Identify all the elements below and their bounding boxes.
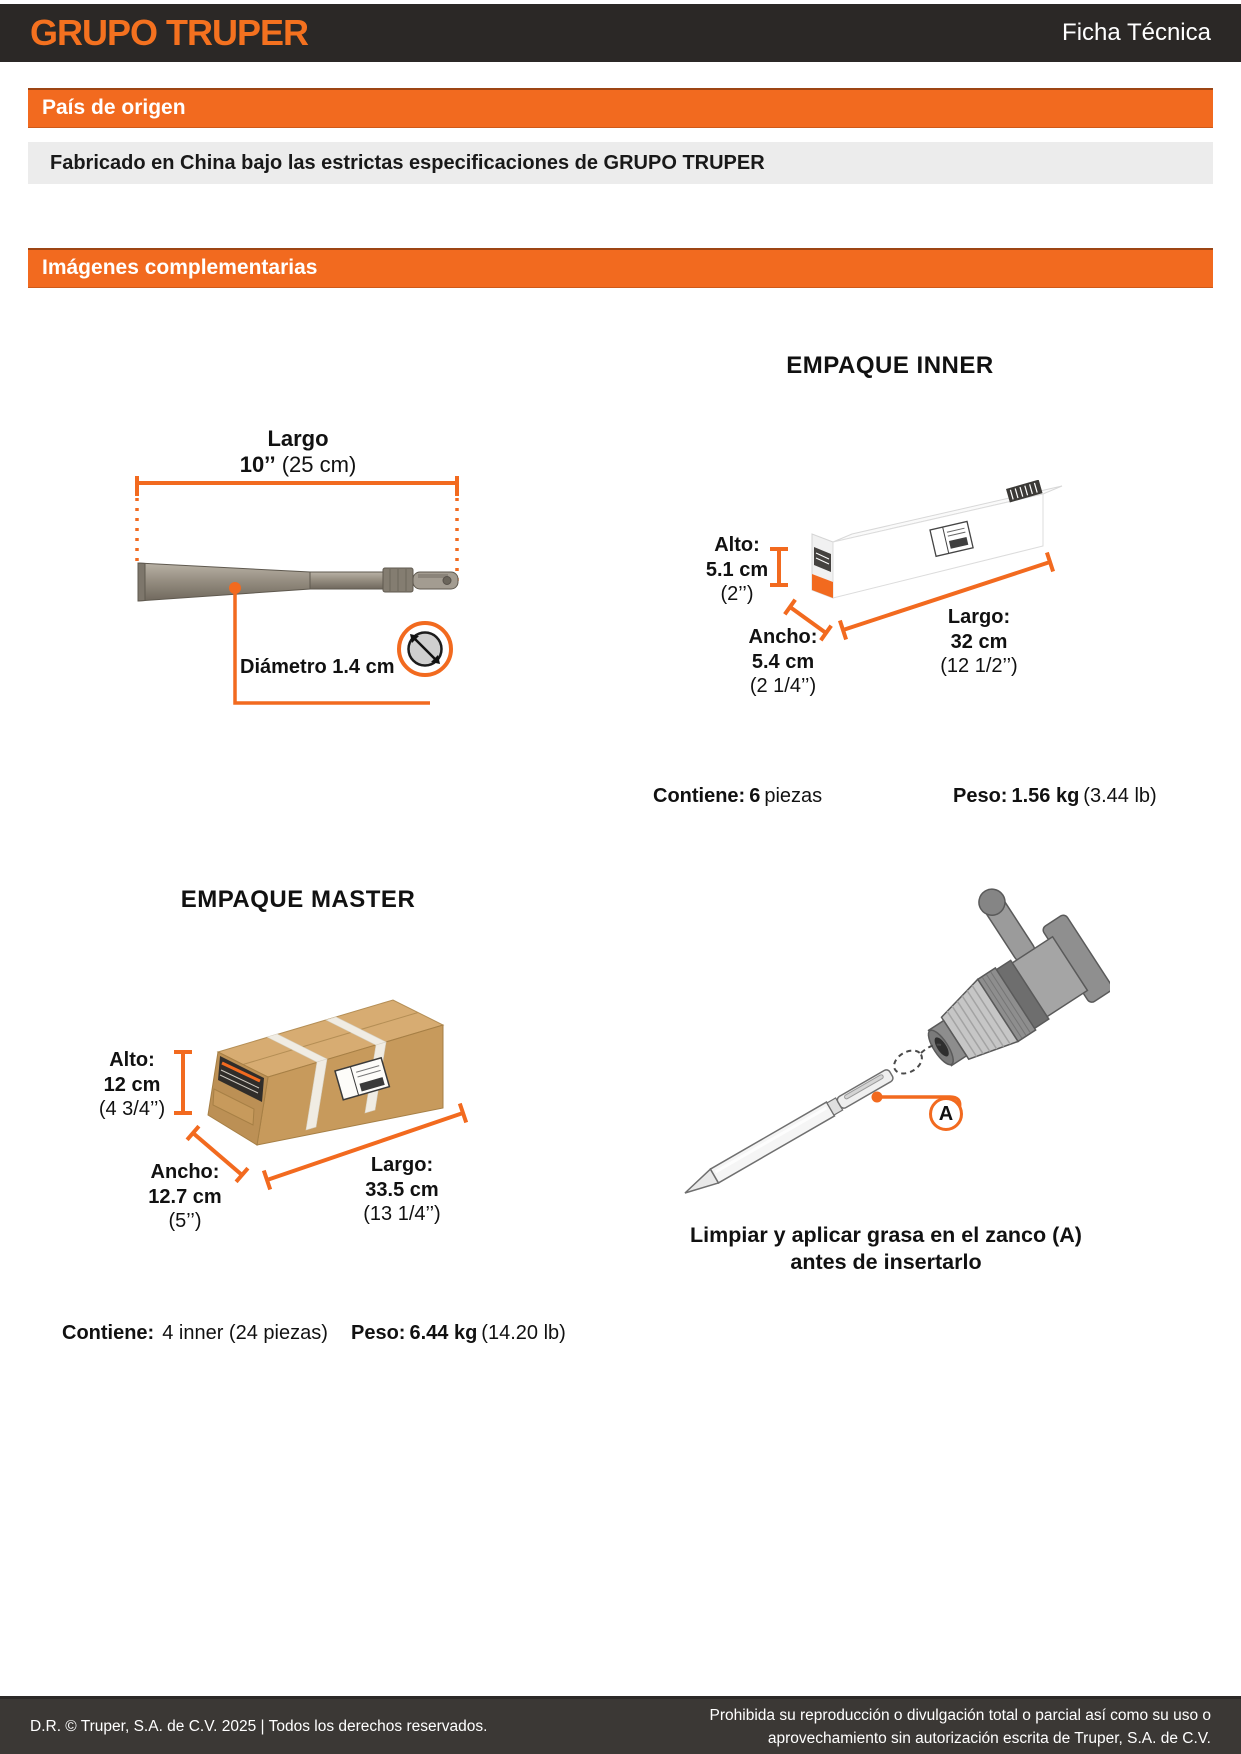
header-bar	[0, 4, 1241, 62]
sds-chuck	[877, 861, 1110, 1089]
master-weight: Peso: 6.44 kg (14.20 lb)	[351, 1322, 566, 1344]
inner-contains: Contiene: 6 piezas	[653, 785, 823, 807]
document-type-title: Ficha Técnica	[1062, 19, 1211, 46]
shank-marker-letter: A	[938, 1102, 954, 1125]
usage-caption: Limpiar y aplicar grasa en el zanco (A) antes de insertarlo	[690, 1223, 1082, 1274]
copyright-text: D.R. © Truper, S.A. de C.V. 2025 | Todos los derechos reservados.	[30, 1717, 488, 1735]
master-length-dimension: Largo: 33.5 cm (13 1/4’’)	[363, 1154, 441, 1225]
master-contains: Contiene: 4 inner (24 piezas)	[62, 1322, 328, 1344]
inner-width-dimension: Ancho: 5.4 cm (2 1/4’’)	[748, 626, 818, 697]
inner-package-title: EMPAQUE INNER	[786, 352, 994, 379]
shank-marker-badge	[929, 1097, 963, 1131]
diameter-label: Diámetro 1.4 cm	[240, 656, 395, 678]
master-height-dimension: Alto: 12 cm (4 3/4’’)	[98, 1049, 166, 1120]
section-title-images: Imágenes complementarias	[42, 256, 318, 279]
inner-weight: Peso: 1.56 kg (3.44 lb)	[953, 785, 1157, 807]
footer-bar	[0, 1696, 1241, 1754]
section-title-origin: País de origen	[42, 96, 186, 119]
master-package-title: EMPAQUE MASTER	[180, 886, 416, 913]
legal-notice: Prohibida su reproducción o divulgación total o parcial así como su uso o aprovechamiento sin autorización escrita de Truper, S.A. de C.V.	[709, 1706, 1211, 1747]
origin-statement-bar	[28, 142, 1213, 184]
master-width-dimension: Ancho: 12.7 cm (5’’)	[148, 1161, 222, 1232]
length-value: 10’’ (25 cm)	[239, 452, 357, 477]
diameter-icon	[399, 623, 451, 675]
drill-chuck-illustration	[640, 860, 1110, 1205]
pointed-chisel	[681, 1067, 895, 1200]
section-header-origin	[28, 88, 1213, 128]
length-label: Largo	[267, 426, 329, 451]
section-header-images	[28, 248, 1213, 288]
inner-height-dimension: Alto: 5.1 cm (2’’)	[705, 534, 769, 605]
brand-logo: GRUPO TRUPER	[30, 12, 309, 53]
inner-length-dimension: Largo: 32 cm (12 1/2’’)	[940, 606, 1018, 677]
chisel-shape	[138, 563, 458, 601]
origin-statement-text: Fabricado en China bajo las estrictas especificaciones de GRUPO TRUPER	[50, 151, 765, 174]
